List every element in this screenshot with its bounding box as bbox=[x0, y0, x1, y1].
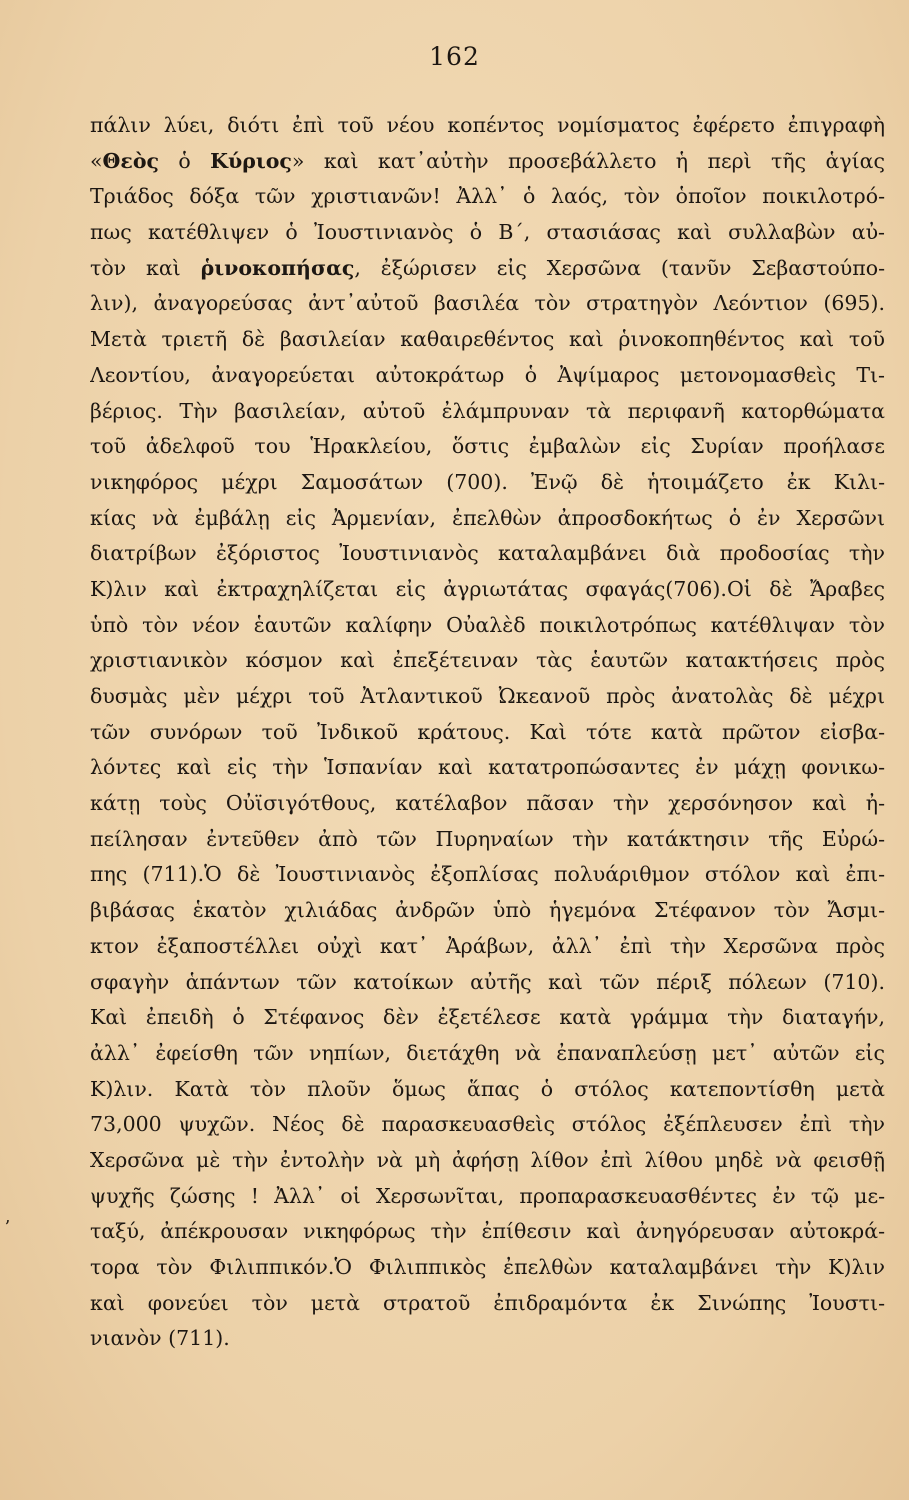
text-line: σφαγὴν ἁπάντων τῶν κατοίκων αὐτῆς καὶ τῶν πέριξ πόλεων (710). bbox=[90, 969, 885, 994]
text-line: πείλησαν ἐντεῦθεν ἀπὸ τῶν Πυρηναίων τὴν κατάκτησιν τῆς Εὐρώ- bbox=[90, 826, 885, 851]
text-line: πάλιν λύει, διότι ἐπὶ τοῦ νέου κοπέντος νομίσματος ἐφέρετο ἐπιγραφὴ bbox=[90, 113, 885, 137]
text-line: βέριος. Τὴν βασιλείαν, αὐτοῦ ἐλάμπρυναν τὰ περιφανῆ κατορθώματα bbox=[90, 398, 885, 423]
text-line: λιν), ἀναγορεύσας ἀντ᾿αὐτοῦ βασιλέα τὸν στρατηγὸν Λεόντιον (695). bbox=[90, 291, 885, 316]
page-number: 162 bbox=[429, 42, 480, 71]
text-line: κάτῃ τοὺς Οὐϊσιγότθους, κατέλαβον πᾶσαν τὴν χερσόνησον καὶ ἠ- bbox=[90, 791, 885, 816]
text-line: τορα τὸν Φιλιππικόν.Ὁ Φιλιππικὸς ἐπελθὼν καταλαμβάνει τὴν Κ)λιν bbox=[90, 1255, 885, 1279]
text-line: ὑπὸ τὸν νέον ἑαυτῶν καλίφην Οὐαλὲδ ποικιλοτρόπως κατέθλιψαν τὸν bbox=[90, 612, 885, 637]
body-text bbox=[90, 108, 885, 1357]
text-line: νικηφόρος μέχρι Σαμοσάτων (700). Ἐνῷ δὲ ἡτοιμάζετο ἐκ Κιλι- bbox=[90, 469, 885, 494]
text-line: Κ)λιν. Κατὰ τὸν πλοῦν ὅμως ἅπας ὁ στόλος κατεποντίσθη μετὰ bbox=[90, 1076, 885, 1101]
text-line: Μετὰ τριετῆ δὲ βασιλείαν καθαιρεθέντος καὶ ῥινοκοπηθέντος καὶ τοῦ bbox=[90, 327, 885, 352]
text-line: Κ)λιν καὶ ἐκτραχηλίζεται εἰς ἀγριωτάτας σφαγάς(706).Οἱ δὲ Ἄραβες bbox=[90, 576, 885, 601]
text-line: κτον ἐξαποστέλλει οὐχὶ κατ᾿ Ἀράβων, ἀλλ᾿ ἐπὶ τὴν Χερσῶνα πρὸς bbox=[90, 933, 885, 958]
text-line: τοῦ ἀδελφοῦ του Ἡρακλείου, ὅστις ἐμβαλὼν εἰς Συρίαν προήλασε bbox=[90, 434, 885, 459]
text-line: ἀλλ᾿ ἐφείσθη τῶν νηπίων, διετάχθη νὰ ἐπαναπλεύσῃ μετ᾿ αὐτῶν εἰς bbox=[90, 1040, 885, 1065]
text-line: Καὶ ἐπειδὴ ὁ Στέφανος δὲν ἐξετέλεσε κατὰ γράμμα τὴν διαταγήν, bbox=[90, 1005, 885, 1030]
text-line: Λεοντίου, ἀναγορεύεται αὐτοκράτωρ ὁ Ἀψίμαρος μετονομασθεὶς Τι- bbox=[90, 362, 885, 387]
text-line: τὸν καὶ ῥινοκοπήσας, ἐξώρισεν εἰς Χερσῶνα (τανῦν Σεβαστούπο- bbox=[90, 255, 885, 280]
text-line: λόντες καὶ εἰς τὴν Ἱσπανίαν καὶ κατατροπώσαντες ἐν μάχῃ φονικω- bbox=[90, 755, 885, 780]
text-line: βιβάσας ἑκατὸν χιλιάδας ἀνδρῶν ὑπὸ ἡγεμόνα Στέφανον τὸν Ἄσμι- bbox=[90, 898, 885, 923]
text-line: κίας νὰ ἐμβάλῃ εἰς Ἀρμενίαν, ἐπελθὼν ἀπροσδοκήτως ὁ ἐν Χερσῶνι bbox=[90, 505, 885, 530]
text-line: πως κατέθλιψεν ὁ Ἰουστινιανὸς ὁ Β΄, στασιάσας καὶ συλλαβὼν αὐ- bbox=[90, 220, 885, 245]
text-line: Τριάδος δόξα τῶν χριστιανῶν! Ἀλλ᾿ ὁ λαός, τὸν ὁποῖον ποικιλοτρό- bbox=[90, 184, 885, 209]
text-line: Χερσῶνα μὲ τὴν ἐντολὴν νὰ μὴ ἀφήσῃ λίθον ἐπὶ λίθου μηδὲ νὰ φεισθῇ bbox=[90, 1147, 885, 1172]
text-line: ταξύ, ἀπέκρουσαν νικηφόρως τὴν ἐπίθεσιν καὶ ἀνηγόρευσαν αὐτοκρά- bbox=[90, 1219, 885, 1244]
text-line: διατρίβων ἐξόριστος Ἰουστινιανὸς καταλαμβάνει διὰ προδοσίας τὴν bbox=[90, 541, 885, 566]
text-line: πης (711).Ὁ δὲ Ἰουστινιανὸς ἐξοπλίσας πολυάριθμον στόλον καὶ ἐπι- bbox=[90, 862, 885, 887]
text-line: χριστιανικὸν κόσμον καὶ ἐπεξέτειναν τὰς ἑαυτῶν κατακτήσεις πρὸς bbox=[90, 648, 885, 673]
text-line: «Θεὸς ὁ Κύριος» καὶ κατ᾿αὐτὴν προσεβάλλετο ἡ περὶ τῆς ἁγίας bbox=[90, 148, 885, 173]
text-line: νιανὸν (711). bbox=[90, 1326, 230, 1351]
text-line: τῶν συνόρων τοῦ Ἰνδικοῦ κράτους. Καὶ τότε κατὰ πρῶτον εἰσβα- bbox=[90, 719, 885, 744]
bold-term: ῥινοκοπήσας bbox=[200, 255, 355, 280]
bold-term: Κύριος bbox=[210, 148, 292, 173]
text-line: δυσμὰς μὲν μέχρι τοῦ Ἀτλαντικοῦ Ὠκεανοῦ πρὸς ἀνατολὰς δὲ μέχρι bbox=[90, 684, 885, 708]
margin-mark: ʼ bbox=[4, 1217, 10, 1238]
text-line: καὶ φονεύει τὸν μετὰ στρατοῦ ἐπιδραμόντα ἐκ Σινώπης Ἰουστι- bbox=[90, 1290, 885, 1315]
text-line: ψυχῆς ζώσης ! Ἀλλ᾿ οἱ Χερσωνῖται, προπαρασκευασθέντες ἐν τῷ με- bbox=[90, 1183, 885, 1208]
bold-term: Θεὸς bbox=[102, 148, 160, 173]
text-line: 73,000 ψυχῶν. Νέος δὲ παρασκευασθεὶς στόλος ἐξέπλευσεν ἐπὶ τὴν bbox=[90, 1112, 885, 1137]
